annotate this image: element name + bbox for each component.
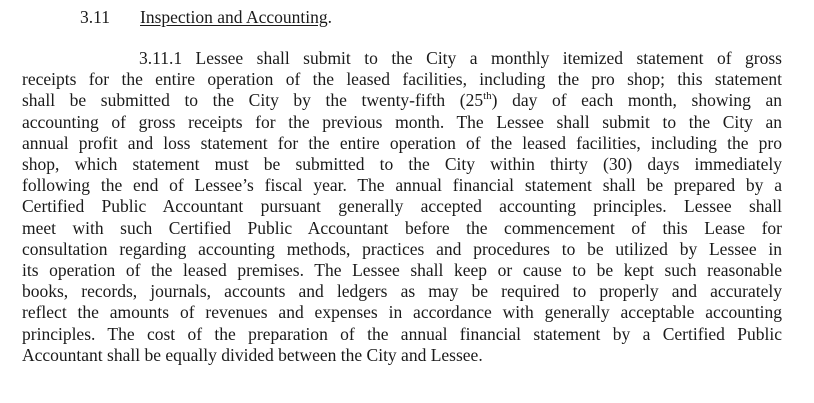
line-text: shall be submitted to the City by the twenty-fifth (25 [22,90,484,111]
ordinal-superscript: th [483,90,492,103]
paragraph-line: accounting of gross receipts for the previous month. The Lessee shall submit to the City an [22,111,782,132]
paragraph-line: following the end of Lessee’s fiscal year. The annual financial statement shall be prepared by a [22,175,782,196]
paragraph-line: books, records, journals, accounts and ledgers as may be required to properly and accurately [22,281,782,302]
paragraph-line: 3.11.1 Lessee shall submit to the City a monthly itemized statement of gross [139,48,782,68]
paragraph-line: Accountant shall be equally divided between the City and Lessee. [22,344,483,365]
section-paragraph [22,48,782,366]
paragraph-line: Certified Public Accountant pursuant generally accepted accounting principles. Lessee shall [22,196,782,217]
paragraph-line: shop, which statement must be submitted to the City within thirty (30) days immediately [22,154,782,175]
section-heading [80,6,332,28]
paragraph-line: annual profit and loss statement for the entire operation of the leased facilities, including the pro [22,132,782,153]
paragraph-line: consultation regarding accounting methods, practices and procedures to be utilized by Lessee in [22,238,782,259]
paragraph-line: reflect the amounts of revenues and expenses in accordance with generally acceptable accounting [22,302,782,323]
paragraph-line-with-superscript [22,90,782,111]
paragraph-line: meet with such Certified Public Accountant before the commencement of this Lease for [22,217,782,238]
paragraph-line: principles. The cost of the preparation of the annual financial statement by a Certified Public [22,323,782,344]
section-title-period: . [327,7,332,27]
section-title: Inspection and Accounting [140,7,328,27]
section-number: 3.11 [80,7,110,27]
line-text-tail: ) day of each month, showing an [491,90,782,111]
paragraph-line: receipts for the entire operation of the leased facilities, including the pro shop; this statement [22,69,782,90]
paragraph-line: its operation of the leased premises. The Lessee shall keep or cause to be kept such reasonable [22,260,782,281]
